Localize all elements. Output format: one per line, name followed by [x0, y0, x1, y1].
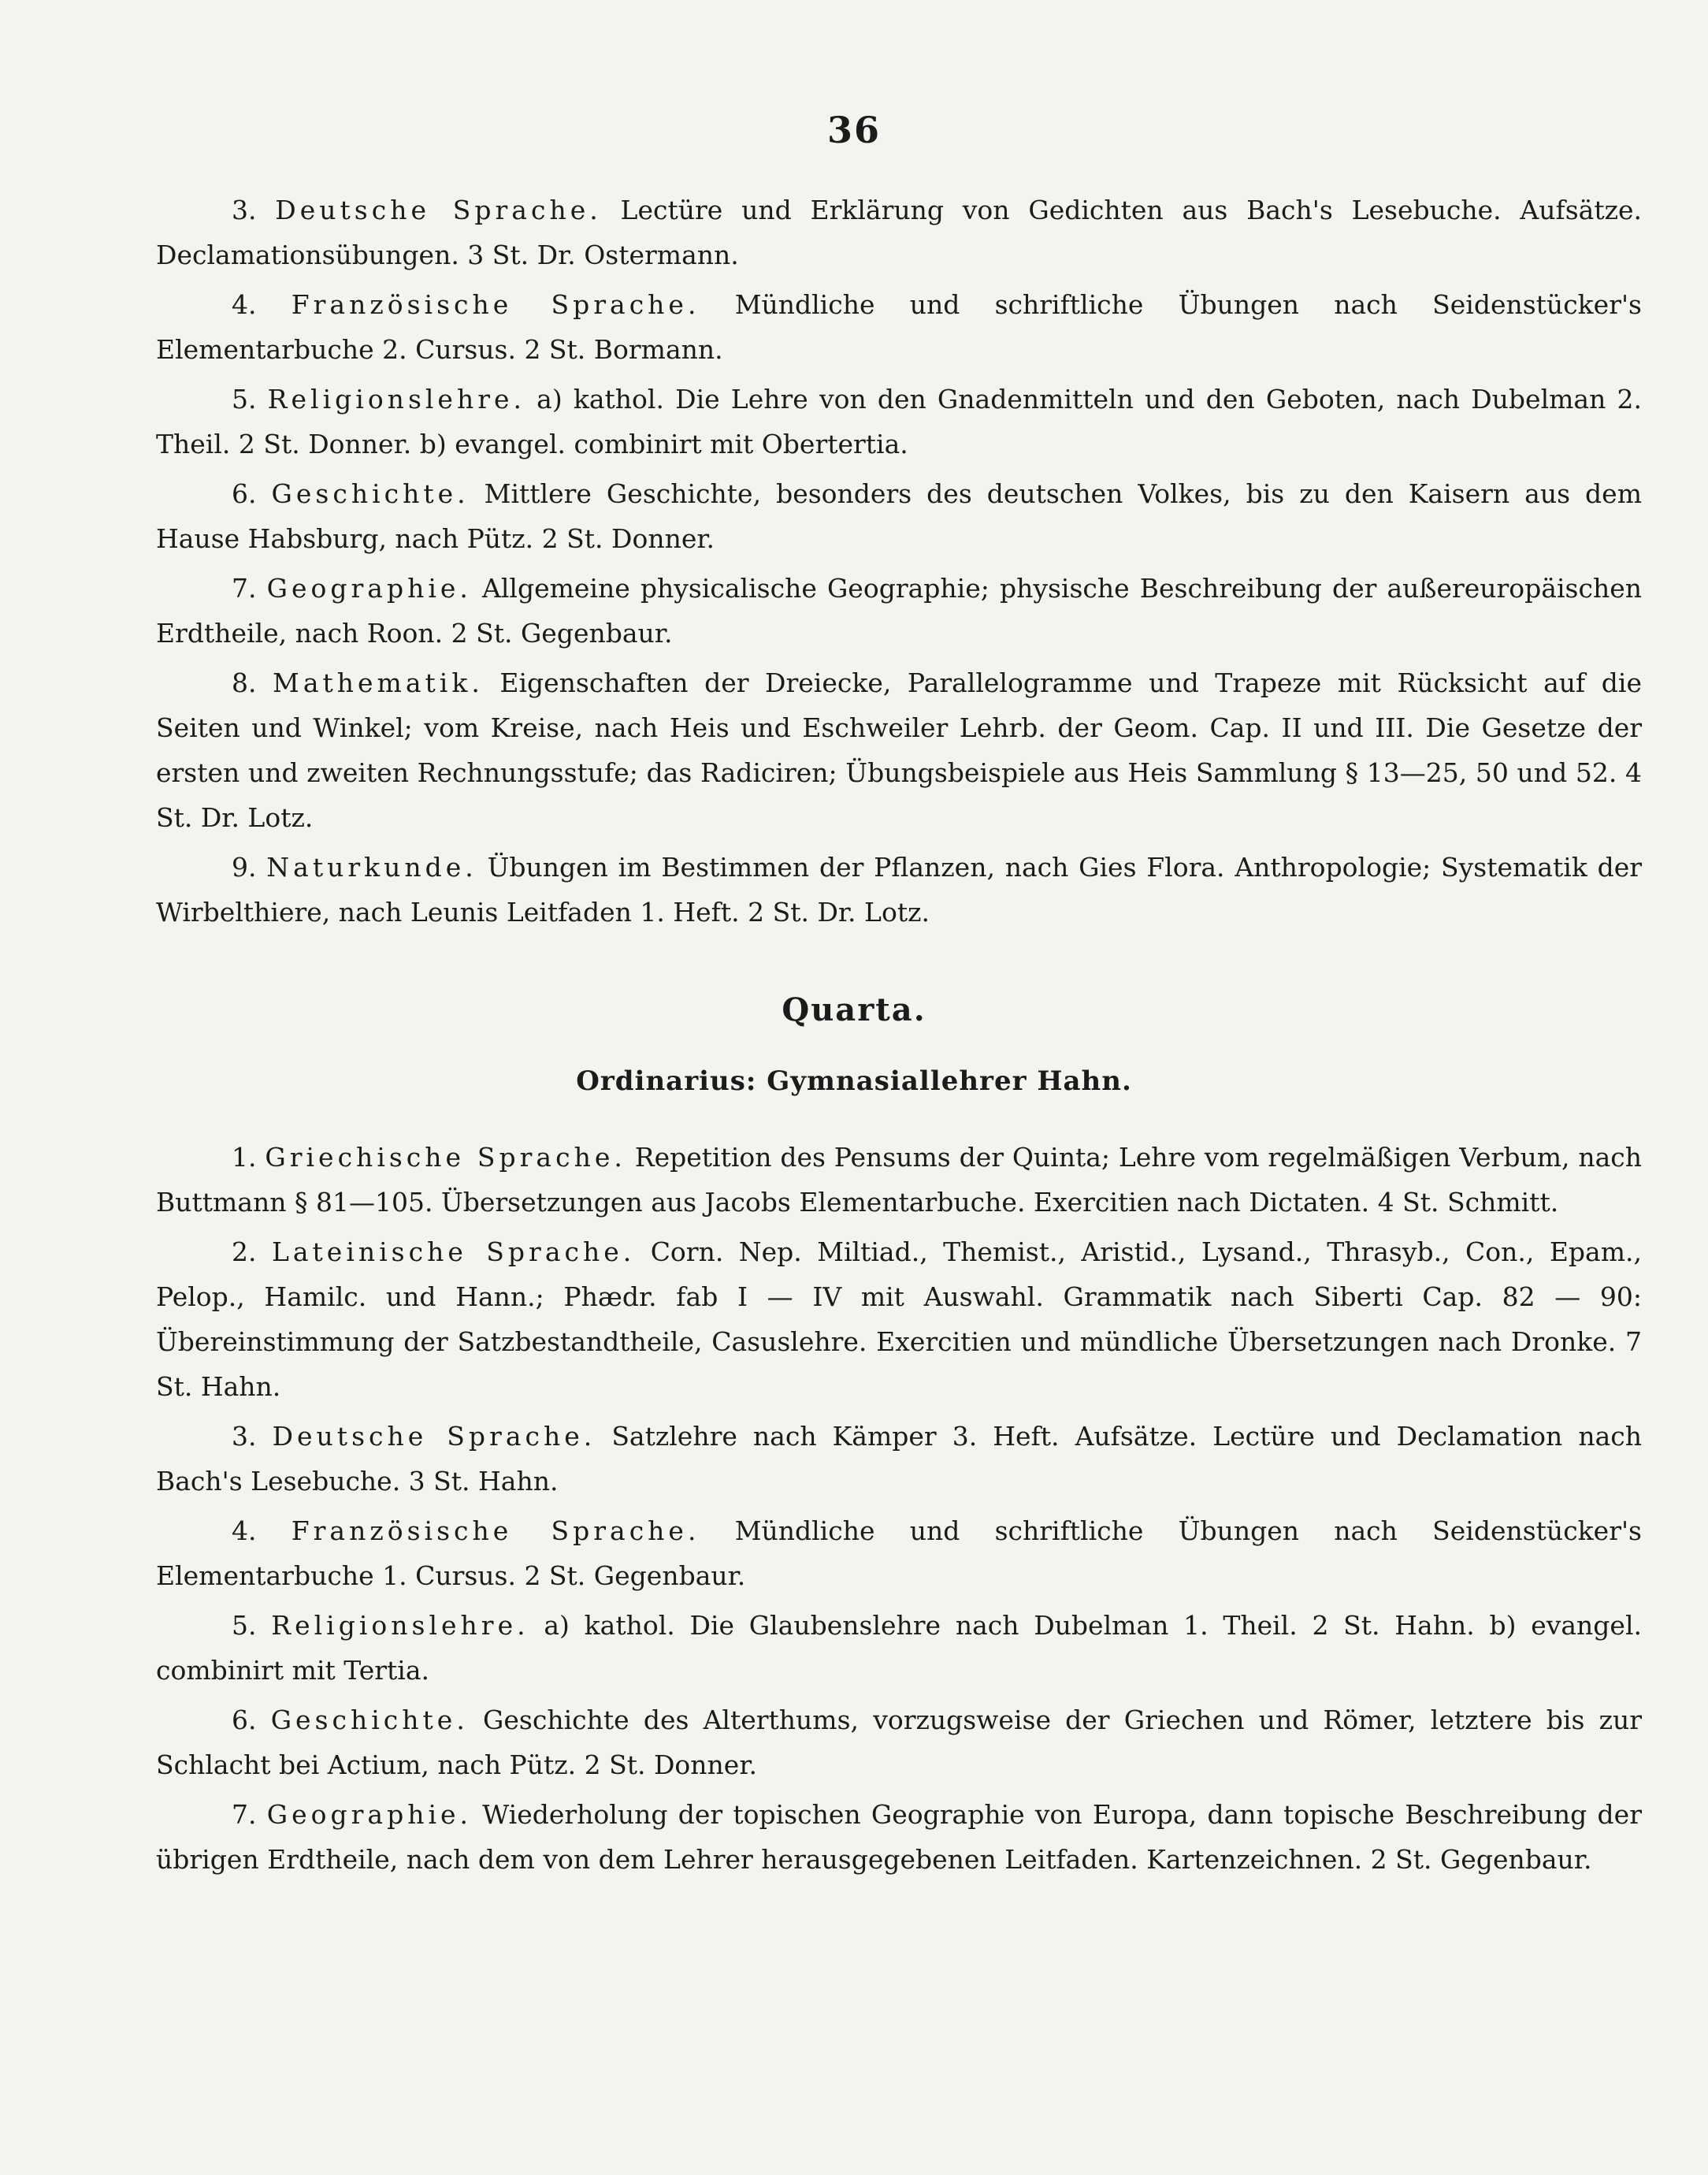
lesson-item: [156, 845, 1642, 935]
item-subject: Geographie.: [266, 573, 472, 604]
item-subject: Religionslehre.: [267, 384, 526, 415]
item-subject: Deutsche Sprache.: [275, 195, 602, 225]
lesson-item: [156, 1697, 1642, 1787]
item-subject: Geographie.: [266, 1799, 473, 1830]
lesson-item: [156, 377, 1642, 467]
item-number: 6.: [232, 1705, 257, 1735]
lesson-item: [156, 1414, 1642, 1504]
item-number: 4.: [232, 289, 257, 320]
lesson-item: [156, 1135, 1642, 1225]
page-number: 36: [826, 109, 881, 151]
ordinarius-line: Ordinarius: Gymnasiallehrer Hahn.: [576, 1065, 1132, 1097]
item-number: 3.: [232, 1421, 257, 1452]
lesson-item: [156, 282, 1642, 372]
item-subject: Französische Sprache.: [291, 1515, 700, 1546]
item-subject: Religionslehre.: [271, 1610, 529, 1641]
item-text: Mündliche und schriftliche Übungen nach Seidenstücker's Elementarbuche 2. Cursus. 2 St. Bormann.: [156, 289, 1642, 365]
item-number: 1.: [232, 1142, 257, 1173]
item-text: Mündliche und schriftliche Übungen nach Seidenstücker's Elementarbuche 1. Cursus. 2 St. Gegenbaur.: [156, 1515, 1642, 1591]
item-number: 9.: [232, 852, 257, 883]
item-subject: Naturkunde.: [266, 852, 477, 883]
item-number: 2.: [232, 1236, 257, 1267]
item-number: 3.: [232, 195, 257, 225]
item-text: Geschichte des Alterthums, vorzugsweise der Griechen und Römer, letztere bis zur Schlacht bei Actium, nach Pütz. 2 St. Donner.: [156, 1705, 1643, 1780]
item-subject: Lateinische Sprache.: [271, 1236, 636, 1267]
item-number: 7.: [232, 573, 257, 604]
item-subject: Mathematik.: [273, 667, 484, 698]
item-text: a) kathol. Die Lehre von den Gnadenmitteln und den Geboten, nach Dubelman 2. Theil. 2 St. Donner. b) evangel. combinirt mit Obertertia.: [156, 384, 1642, 459]
item-subject: Griechische Sprache.: [265, 1142, 626, 1173]
item-text: Lectüre und Erklärung von Gedichten aus Bach's Lesebuche. Aufsätze. Declamationsübungen. 3 St. Dr. Ostermann.: [156, 195, 1642, 270]
lesson-item: [156, 1229, 1642, 1409]
item-text: Satzlehre nach Kämper 3. Heft. Aufsätze. Lectüre und Declamation nach Bach's Lesebuche. 3 St. Hahn.: [156, 1421, 1642, 1496]
lesson-item: [156, 471, 1642, 561]
lesson-list-upper: [156, 188, 1642, 935]
item-number: 7.: [232, 1799, 257, 1830]
item-subject: Geschichte.: [270, 1705, 469, 1735]
lesson-item: [156, 660, 1642, 840]
item-text: Allgemeine physicalische Geographie; physische Beschreibung der außereuropäischen Erdtheile, nach Roon. 2 St. Gegenbaur.: [156, 573, 1642, 649]
lesson-item: [156, 188, 1642, 277]
lesson-item: [156, 1508, 1642, 1598]
item-subject: Deutsche Sprache.: [272, 1421, 596, 1452]
item-subject: Geschichte.: [271, 478, 470, 509]
item-text: Mittlere Geschichte, besonders des deutschen Volkes, bis zu den Kaisern aus dem Hause Habsburg, nach Pütz. 2 St. Donner.: [156, 478, 1642, 554]
item-number: 6.: [232, 478, 257, 509]
item-text: Corn. Nep. Miltiad., Themist., Aristid., Lysand., Thrasyb., Con., Epam., Pelop., Hamilc. und Hann.; Phædr. fab I — IV mit Auswahl. Grammatik nach Siberti Cap. 82 — 90: Übereinstimmung der Satzbestandtheile, Casuslehre. Exercitien und mündliche Übersetzungen nach Dronke. 7 St. Hahn.: [156, 1236, 1642, 1402]
item-number: 5.: [232, 384, 257, 415]
item-number: 5.: [232, 1610, 257, 1641]
item-text: Repetition des Pensums der Quinta; Lehre vom regelmäßigen Verbum, nach Buttmann § 81—105. Übersetzungen aus Jacobs Elementarbuche. Exercitien nach Dictaten. 4 St. Schmitt.: [156, 1142, 1642, 1218]
item-text: Wiederholung der topischen Geographie von Europa, dann topische Beschreibung der übrigen Erdtheile, nach dem von dem Lehrer herausgegebenen Leitfaden. Kartenzeichnen. 2 St. Gegenbaur.: [156, 1799, 1642, 1875]
section-heading: Quarta.: [782, 991, 926, 1028]
item-subject: Französische Sprache.: [291, 289, 700, 320]
item-text: a) kathol. Die Glaubenslehre nach Dubelman 1. Theil. 2 St. Hahn. b) evangel. combinirt mit Tertia.: [156, 1610, 1643, 1686]
item-text: Eigenschaften der Dreiecke, Parallelogramme und Trapeze mit Rücksicht auf die Seiten und Winkel; vom Kreise, nach Heis und Eschweiler Lehrb. der Geom. Cap. II und III. Die Gesetze der ersten und zweiten Rechnungsstufe; das Radiciren; Übungsbeispiele aus Heis Sammlung § 13—25, 50 und 52. 4 St. Dr. Lotz.: [156, 667, 1642, 833]
item-text: Übungen im Bestimmen der Pflanzen, nach Gies Flora. Anthropologie; Systematik der Wirbelthiere, nach Leunis Leitfaden 1. Heft. 2 St. Dr. Lotz.: [156, 852, 1643, 928]
lesson-list-lower: [156, 1135, 1642, 1882]
item-number: 8.: [232, 667, 257, 698]
lesson-item: [156, 1603, 1642, 1693]
lesson-item: [156, 566, 1642, 656]
item-number: 4.: [232, 1515, 257, 1546]
lesson-item: [156, 1792, 1642, 1882]
